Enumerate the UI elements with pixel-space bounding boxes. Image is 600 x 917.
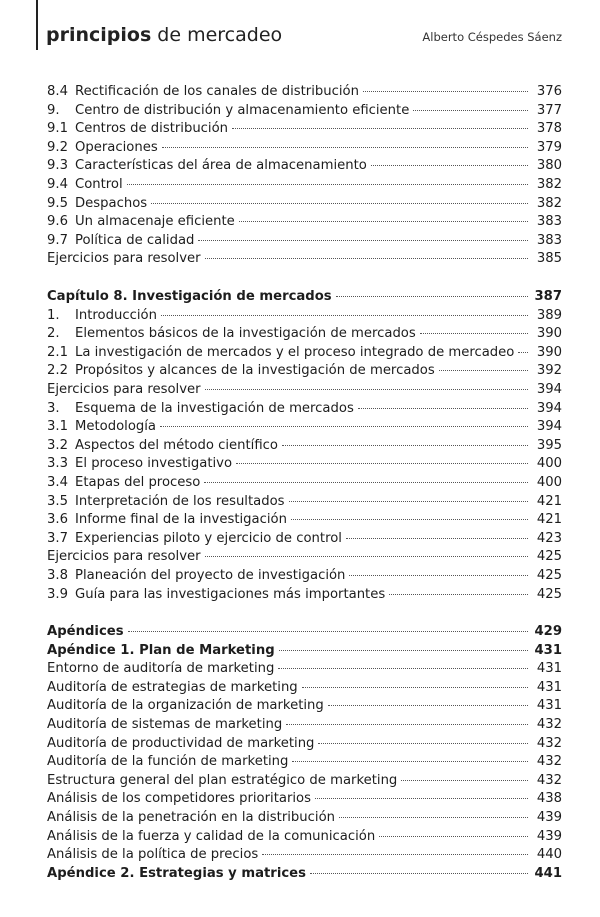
toc-entry [47,157,562,176]
toc-entry [47,400,562,419]
toc-entry [47,846,562,865]
toc-entry-page: 395 [536,437,562,453]
toc-entry-page: 421 [536,512,562,528]
toc-entry-number: 3.2 [47,437,68,453]
toc-entry-title: Metodología [75,419,157,435]
toc-entry-page: 382 [536,176,562,192]
dot-leader [198,240,528,241]
toc-entry-title: Auditoría de la función de marketing [47,754,289,770]
toc-entry-title: Estructura general del plan estratégico de marketing [47,772,398,788]
toc-entry-page: 438 [536,791,562,807]
toc-entry-page: 394 [536,381,562,397]
toc-entry-page: 432 [536,772,562,788]
toc-entry-number: 9. [47,102,60,118]
toc-entry-page: 379 [536,139,562,155]
toc-entry-page: 378 [536,121,562,137]
toc-entry-page: 389 [536,307,562,323]
toc-entry-page: 429 [534,624,562,639]
dot-leader [346,538,528,539]
toc-entry-page: 425 [536,549,562,565]
toc-entry-page: 400 [536,456,562,472]
toc-entry-page: 439 [536,828,562,844]
toc-entry-title: Interpretación de los resultados [75,493,285,509]
toc-entry [47,418,562,437]
toc-entry-title: Análisis de la penetración en la distribución [47,809,335,825]
toc-section-1 [47,83,562,269]
toc-entry [47,753,562,772]
toc-entry-page: 390 [536,326,562,342]
dot-leader [279,650,528,651]
dot-leader [401,780,528,781]
toc-entry [47,176,562,195]
toc-entry-page: 421 [536,493,562,509]
toc-entry [47,213,562,232]
dot-leader [127,184,528,185]
toc-entry-number: 3. [47,400,60,416]
toc-entry [47,586,562,605]
toc-entry-page: 431 [536,679,562,695]
toc-entry-number: 3.3 [47,456,68,472]
toc-entry-page: 432 [536,735,562,751]
toc-entry-title: Auditoría de estrategias de marketing [47,679,298,695]
toc-entry-title: La investigación de mercados y el proceso integrado de mercadeo [75,344,515,360]
dot-leader [292,761,528,762]
toc-entry-title: Rectificación de los canales de distribución [75,84,359,99]
toc-entry [47,809,562,828]
toc-entry-title: Política de calidad [75,232,195,248]
toc-entry-title: Planeación del proyecto de investigación [75,567,346,583]
toc-entry [47,660,562,679]
toc-entry [47,735,562,754]
dot-leader [162,147,528,148]
toc-entry [47,548,562,567]
toc-entry-number: 3.1 [47,419,68,435]
dot-leader [315,798,528,799]
header-rule [36,0,38,50]
dot-leader [291,519,528,520]
toc-entry-page: 385 [536,251,562,267]
toc-entry [47,772,562,791]
toc-entry [47,344,562,363]
toc-entry [47,828,562,847]
toc-entry [47,567,562,586]
dot-leader [239,221,528,222]
toc-entry-title: Operaciones [75,139,158,155]
toc-entry [47,716,562,735]
toc-entry [47,307,562,326]
toc-entry-page: 383 [536,232,562,248]
toc-entry-page: 441 [534,865,562,881]
book-title [46,24,282,46]
toc-entry [47,679,562,698]
toc-entry-number: 9.6 [47,214,68,230]
toc-entry-page: 431 [534,642,562,658]
toc-entry-title: Centros de distribución [75,121,229,137]
toc-entry [47,697,562,716]
toc-entry-title: Despachos [75,195,148,211]
toc-entry [47,250,562,269]
toc-entry-title: Un almacenaje eficiente [75,214,235,230]
toc-section-3 [47,623,562,883]
book-title-bold: principios [46,24,152,46]
toc-entry [47,325,562,344]
toc-entry-number: 2.2 [47,363,68,379]
toc-entry-page: 400 [536,474,562,490]
toc-entry-title: Análisis de los competidores prioritarios [47,791,311,807]
dot-leader [371,165,528,166]
toc-entry-title: Centro de distribución y almacenamiento eficiente [75,102,410,118]
toc-entry-number: 9.5 [47,195,68,211]
toc-entry-title: Etapas del proceso [75,474,201,490]
toc-entry-number: 3.8 [47,567,68,583]
toc-entry-page: 394 [536,419,562,435]
dot-leader [389,594,528,595]
dot-leader [262,854,528,855]
toc-entry-page: 394 [536,400,562,416]
dot-leader [302,687,528,688]
toc-entry-title: Guía para las investigaciones más importantes [75,586,386,602]
toc-entry-number: 3.9 [47,586,68,602]
toc-entry [47,362,562,381]
toc-entry-number: 3.6 [47,512,68,528]
toc-entry-number: 9.1 [47,121,68,137]
toc-entry [47,623,562,642]
toc-entry-title: Análisis de la fuerza y calidad de la comunicación [47,828,376,844]
toc-entry-page: 440 [536,847,562,863]
toc-entry [47,120,562,139]
toc-entry-page: 382 [536,195,562,211]
toc-entry-page: 425 [536,567,562,583]
toc-entry [47,437,562,456]
toc-entry [47,381,562,400]
dot-leader [420,333,528,334]
toc-entry-number: 2.1 [47,344,68,360]
toc-entry [47,493,562,512]
dot-leader [318,743,528,744]
toc-entry [47,530,562,549]
dot-leader [232,128,528,129]
book-title-rest: de mercadeo [151,24,283,46]
toc-entry-number: 3.7 [47,530,68,546]
toc-entry [47,511,562,530]
toc-entry [47,790,562,809]
toc-entry-title: Aspectos del método científico [75,437,278,453]
toc-entry-title: Experiencias piloto y ejercicio de control [75,530,342,546]
dot-leader [282,445,528,446]
toc-entry-page: 439 [536,809,562,825]
toc-entry-page: 431 [536,698,562,714]
toc-entry-title: Apéndices [47,624,124,639]
dot-leader [205,258,528,259]
dot-leader [363,91,528,92]
toc-entry-page: 376 [536,84,562,99]
toc-entry-number: 9.3 [47,158,68,174]
toc-entry [47,139,562,158]
toc-entry-page: 390 [536,344,562,360]
toc-entry-title: Auditoría de la organización de marketing [47,698,324,714]
dot-leader [339,817,528,818]
toc-entry-page: 431 [536,661,562,677]
toc-entry-title: Características del área de almacenamiento [75,158,367,174]
toc-entry-title: Auditoría de productividad de marketing [47,735,315,751]
toc-entry-page: 387 [534,289,562,304]
toc-entry-title: Ejercicios para resolver [47,251,201,267]
toc-entry-title: Entorno de auditoría de marketing [47,661,275,677]
dot-leader [286,724,528,725]
toc-entry-title: Análisis de la política de precios [47,847,259,863]
dot-leader [151,203,528,204]
toc-entry-page: 423 [536,530,562,546]
toc-entry-number: 8.4 [47,84,68,99]
dot-leader [289,501,528,502]
toc-entry [47,102,562,121]
toc-entry-title: Auditoría de sistemas de marketing [47,716,283,732]
toc-entry-number: 9.2 [47,139,68,155]
dot-leader [439,370,528,371]
toc-entry [47,642,562,661]
toc-entry-page: 380 [536,158,562,174]
toc-entry-title: Ejercicios para resolver [47,381,201,397]
toc-entry-title: Propósitos y alcances de la investigación de mercados [75,363,435,379]
dot-leader [518,352,528,353]
dot-leader [328,705,528,706]
dot-leader [161,315,528,316]
toc-entry-page: 432 [536,716,562,732]
dot-leader [358,408,528,409]
toc-entry-title: Esquema de la investigación de mercados [75,400,354,416]
toc-entry-page: 425 [536,586,562,602]
dot-leader [349,575,528,576]
toc-entry [47,195,562,214]
toc-entry-title: Ejercicios para resolver [47,549,201,565]
dot-leader [236,463,528,464]
dot-leader [336,296,528,297]
toc-entry [47,474,562,493]
toc-entry-page: 377 [536,102,562,118]
author-name: Alberto Céspedes Sáenz [422,30,562,44]
toc-entry [47,232,562,251]
dot-leader [413,110,528,111]
toc-entry [47,455,562,474]
toc-entry-number: 3.4 [47,474,68,490]
dot-leader [379,836,528,837]
toc-entry-title: Capítulo 8. Investigación de mercados [47,289,332,304]
toc-entry-number: 9.4 [47,176,68,192]
toc-entry-page: 432 [536,754,562,770]
toc-entry-title: Apéndice 2. Estrategias y matrices [47,865,306,881]
toc-entry-number: 2. [47,326,60,342]
toc-entry-title: Control [75,176,123,192]
toc-entry-page: 392 [536,363,562,379]
dot-leader [310,873,528,874]
toc-entry [47,865,562,884]
dot-leader [205,556,528,557]
toc-entry-title: El proceso investigativo [75,456,233,472]
toc-entry-title: Introducción [75,307,157,323]
dot-leader [204,482,528,483]
toc-entry [47,288,562,307]
dot-leader [278,668,528,669]
dot-leader [128,631,528,632]
toc-entry-title: Elementos básicos de la investigación de mercados [75,326,416,342]
toc-entry-title: Apéndice 1. Plan de Marketing [47,642,275,658]
toc-entry-number: 3.5 [47,493,68,509]
toc-section-2 [47,288,562,604]
dot-leader [205,389,528,390]
toc-entry [47,83,562,102]
toc-entry-title: Informe final de la investigación [75,512,287,528]
toc-entry-page: 383 [536,214,562,230]
toc-entry-number: 1. [47,307,60,323]
dot-leader [160,426,528,427]
toc-entry-number: 9.7 [47,232,68,248]
